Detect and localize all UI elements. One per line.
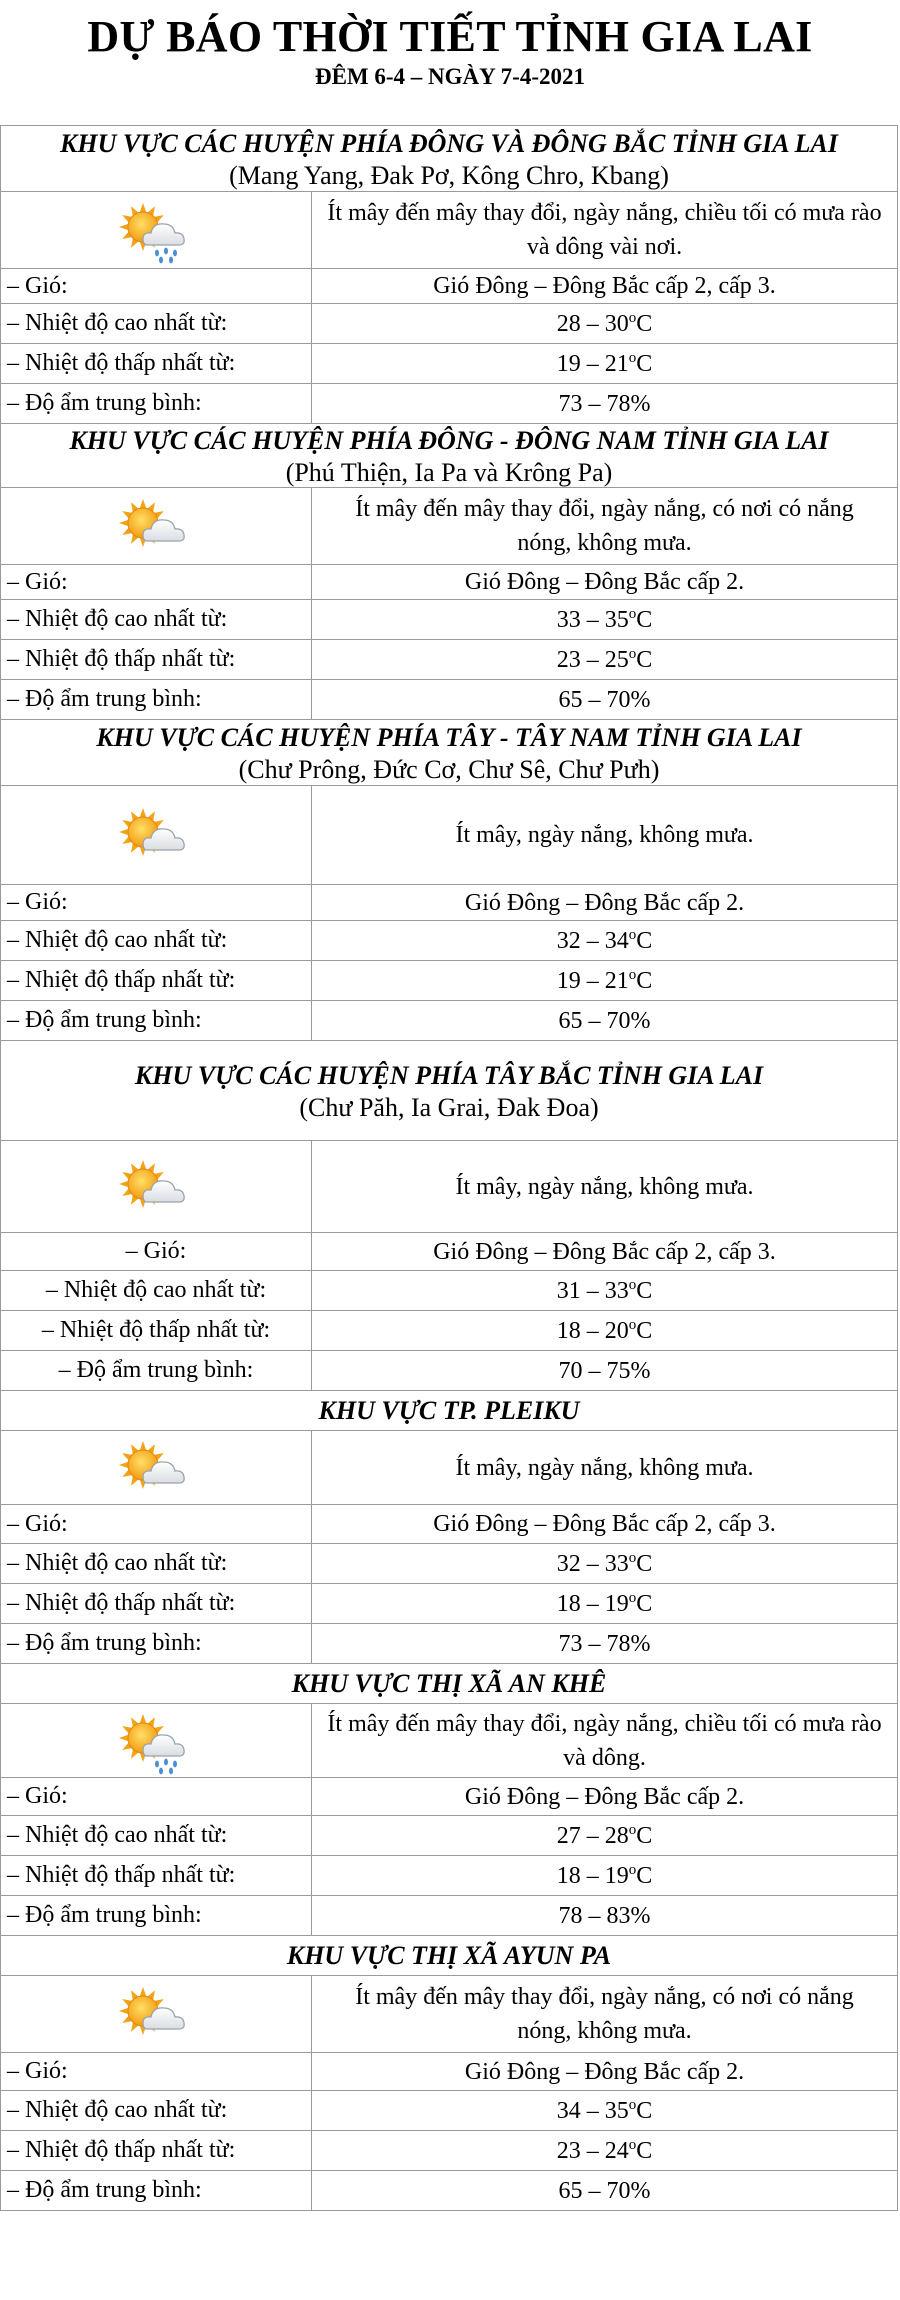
celsius-unit: C — [636, 2137, 653, 2164]
average-humidity-label-cell — [0, 1001, 312, 1041]
max-temperature-value — [557, 924, 653, 958]
min-temperature-row — [0, 2131, 898, 2171]
wind-value-cell — [312, 1505, 898, 1544]
min-temperature-label: – Nhiệt độ thấp nhất từ: — [7, 1590, 236, 1616]
sun-cloud-icon — [113, 1431, 199, 1505]
average-humidity-row — [0, 2171, 898, 2211]
max-temperature-label: – Nhiệt độ cao nhất từ: — [7, 310, 228, 336]
forecast-table — [0, 125, 898, 2211]
region-name: KHU VỰC THỊ XÃ AN KHÊ — [291, 1669, 607, 1698]
max-temperature-row — [0, 2091, 898, 2131]
min-temperature-value — [557, 1314, 653, 1348]
min-temperature-label: – Nhiệt độ thấp nhất từ: — [41, 1317, 271, 1343]
weather-icon-cell — [0, 786, 312, 885]
max-temperature-range: 32 – 34 — [556, 927, 629, 954]
average-humidity-range: 65 – 70% — [558, 1007, 651, 1034]
wind-label-cell — [0, 1778, 312, 1816]
wind-row — [0, 885, 898, 921]
region-section — [0, 1664, 898, 1936]
max-temperature-value-cell — [312, 921, 898, 961]
average-humidity-range: 70 – 75% — [558, 1357, 651, 1384]
wind-range: Gió Đông – Đông Bắc cấp 2. — [464, 569, 745, 595]
region-section — [0, 126, 898, 424]
wind-range: Gió Đông – Đông Bắc cấp 2, cấp 3. — [433, 273, 776, 299]
min-temperature-range: 19 – 21 — [556, 967, 629, 994]
min-temperature-value — [557, 2134, 653, 2168]
region-header — [0, 126, 898, 192]
wind-value — [433, 269, 776, 303]
degree-symbol: o — [628, 605, 637, 622]
degree-symbol: o — [628, 1276, 637, 1293]
degree-symbol: o — [628, 309, 637, 326]
min-temperature-value — [557, 643, 653, 677]
max-temperature-value — [557, 2094, 653, 2128]
wind-row — [0, 269, 898, 304]
weather-row — [0, 1704, 898, 1778]
celsius-unit: C — [636, 646, 653, 673]
average-humidity-value — [559, 683, 651, 717]
max-temperature-value — [557, 1547, 653, 1581]
min-temperature-row — [0, 1584, 898, 1624]
weather-icon-cell — [0, 1704, 312, 1778]
wind-range: Gió Đông – Đông Bắc cấp 2. — [464, 889, 745, 916]
max-temperature-label: – Nhiệt độ cao nhất từ: — [7, 606, 228, 632]
wind-label: – Gió: — [7, 272, 68, 299]
max-temperature-range: 34 – 35 — [556, 2097, 629, 2124]
min-temperature-value-cell — [312, 1311, 898, 1351]
average-humidity-value-cell — [312, 384, 898, 424]
weather-row — [0, 192, 898, 269]
region-name: KHU VỰC CÁC HUYỆN PHÍA TÂY - TÂY NAM TỈNH GIA LAI — [96, 722, 802, 752]
weather-row — [0, 488, 898, 565]
average-humidity-range: 65 – 70% — [558, 2177, 651, 2204]
min-temperature-label-cell — [0, 1856, 312, 1896]
average-humidity-label-cell — [0, 680, 312, 720]
average-humidity-row — [0, 384, 898, 424]
average-humidity-value — [559, 1354, 651, 1388]
average-humidity-row — [0, 1001, 898, 1041]
max-temperature-label-cell — [0, 921, 312, 961]
celsius-unit: C — [636, 606, 653, 633]
sun-cloud-icon — [113, 798, 199, 872]
max-temperature-range: 27 – 28 — [556, 1822, 629, 1849]
min-temperature-value-cell — [312, 640, 898, 680]
min-temperature-row — [0, 344, 898, 384]
wind-value — [433, 1235, 776, 1269]
max-temperature-label-cell — [0, 600, 312, 640]
wind-row — [0, 565, 898, 600]
max-temperature-value-cell — [312, 2091, 898, 2131]
wind-label-cell — [0, 2053, 312, 2091]
weather-description-cell — [312, 1704, 898, 1778]
min-temperature-label: – Nhiệt độ thấp nhất từ: — [7, 967, 236, 993]
weather-description: Ít mây, ngày nắng, không mưa. — [455, 1454, 754, 1481]
wind-value-cell — [312, 2053, 898, 2091]
wind-row — [0, 1778, 898, 1816]
min-temperature-label: – Nhiệt độ thấp nhất từ: — [7, 1862, 236, 1888]
min-temperature-range: 23 – 24 — [556, 2137, 629, 2164]
weather-description-cell — [312, 786, 898, 885]
average-humidity-value-cell — [312, 680, 898, 720]
average-humidity-value — [559, 387, 651, 421]
weather-description-cell — [312, 192, 898, 269]
celsius-unit: C — [636, 310, 653, 337]
min-temperature-range: 19 – 21 — [556, 350, 629, 377]
degree-symbol: o — [628, 2136, 637, 2153]
wind-row — [0, 2053, 898, 2091]
average-humidity-row — [0, 1624, 898, 1664]
region-districts: (Mang Yang, Đak Pơ, Kông Chro, Kbang) — [229, 160, 669, 190]
min-temperature-row — [0, 1311, 898, 1351]
average-humidity-label: – Độ ẩm trung bình: — [7, 390, 202, 416]
degree-symbol: o — [628, 645, 637, 662]
celsius-unit: C — [636, 1277, 653, 1304]
min-temperature-label: – Nhiệt độ thấp nhất từ: — [7, 350, 236, 376]
max-temperature-row — [0, 304, 898, 344]
average-humidity-label-cell — [0, 1896, 312, 1936]
celsius-unit: C — [636, 1862, 653, 1889]
max-temperature-value — [557, 1274, 653, 1308]
max-temperature-value — [557, 1819, 653, 1853]
weather-description-cell — [312, 1976, 898, 2053]
weather-icon-cell — [0, 1431, 312, 1505]
max-temperature-label: – Nhiệt độ cao nhất từ: — [45, 1277, 267, 1303]
min-temperature-value — [557, 964, 653, 998]
celsius-unit: C — [636, 927, 653, 954]
degree-symbol: o — [628, 1821, 637, 1838]
weather-description-cell — [312, 488, 898, 565]
average-humidity-row — [0, 1351, 898, 1391]
weather-row — [0, 1431, 898, 1505]
weather-description-cell — [312, 1141, 898, 1233]
min-temperature-label-cell — [0, 344, 312, 384]
min-temperature-label-cell — [0, 961, 312, 1001]
max-temperature-range: 28 – 30 — [556, 310, 629, 337]
average-humidity-range: 78 – 83% — [558, 1902, 651, 1929]
wind-label: – Gió: — [7, 1510, 68, 1537]
min-temperature-row — [0, 1856, 898, 1896]
average-humidity-label-cell — [0, 1351, 312, 1391]
max-temperature-label: – Nhiệt độ cao nhất từ: — [7, 1550, 228, 1576]
wind-value — [465, 1780, 744, 1814]
average-humidity-label-cell — [0, 1624, 312, 1664]
celsius-unit: C — [636, 350, 653, 377]
max-temperature-value — [557, 307, 653, 341]
min-temperature-label: – Nhiệt độ thấp nhất từ: — [7, 646, 236, 672]
weather-icon-cell — [0, 488, 312, 565]
average-humidity-value — [559, 1899, 651, 1933]
wind-label: – Gió: — [7, 568, 68, 595]
degree-symbol: o — [628, 1549, 637, 1566]
region-header — [0, 1041, 898, 1141]
min-temperature-label-cell — [0, 1311, 312, 1351]
celsius-unit: C — [636, 1590, 653, 1617]
celsius-unit: C — [636, 967, 653, 994]
region-name: KHU VỰC CÁC HUYỆN PHÍA ĐÔNG - ĐÔNG NAM TỈNH GIA LAI — [69, 425, 829, 455]
region-districts: (Phú Thiện, Ia Pa và Krông Pa) — [285, 457, 613, 487]
min-temperature-value — [557, 347, 653, 381]
region-section — [0, 1936, 898, 2211]
max-temperature-value — [557, 603, 653, 637]
wind-value — [465, 2055, 744, 2089]
average-humidity-label-cell — [0, 2171, 312, 2211]
wind-label: – Gió: — [125, 1238, 187, 1264]
region-header — [0, 424, 898, 488]
wind-range: Gió Đông – Đông Bắc cấp 2, cấp 3. — [433, 1511, 776, 1537]
celsius-unit: C — [636, 2097, 653, 2124]
weather-description: Ít mây đến mây thay đổi, ngày nắng, chiều tối có mưa rào và dông. — [327, 1710, 882, 1771]
max-temperature-value-cell — [312, 1544, 898, 1584]
region-header — [0, 1936, 898, 1976]
wind-range: Gió Đông – Đông Bắc cấp 2. — [464, 2058, 745, 2085]
max-temperature-value-cell — [312, 1816, 898, 1856]
max-temperature-label-cell — [0, 304, 312, 344]
min-temperature-label-cell — [0, 2131, 312, 2171]
average-humidity-label-cell — [0, 384, 312, 424]
region-header — [0, 1664, 898, 1704]
wind-range: Gió Đông – Đông Bắc cấp 2, cấp 3. — [433, 1238, 776, 1265]
average-humidity-label: – Độ ẩm trung bình: — [58, 1357, 254, 1383]
degree-symbol: o — [628, 966, 637, 983]
min-temperature-range: 18 – 19 — [556, 1590, 629, 1617]
max-temperature-label: – Nhiệt độ cao nhất từ: — [7, 2097, 228, 2123]
page-title: DỰ BÁO THỜI TIẾT TỈNH GIA LAI — [87, 12, 813, 61]
region-name: KHU VỰC TP. PLEIKU — [318, 1396, 580, 1425]
min-temperature-value — [557, 1859, 653, 1893]
average-humidity-row — [0, 680, 898, 720]
wind-label: – Gió: — [7, 2058, 68, 2084]
region-name: KHU VỰC CÁC HUYỆN PHÍA TÂY BẮC TỈNH GIA LAI — [134, 1060, 764, 1090]
region-section — [0, 1391, 898, 1664]
celsius-unit: C — [636, 1550, 653, 1577]
sun-cloud-icon — [113, 1977, 199, 2051]
weather-description: Ít mây, ngày nắng, không mưa. — [455, 822, 754, 848]
min-temperature-range: 18 – 20 — [556, 1317, 629, 1344]
average-humidity-value-cell — [312, 2171, 898, 2211]
average-humidity-value-cell — [312, 1624, 898, 1664]
max-temperature-row — [0, 1271, 898, 1311]
celsius-unit: C — [636, 1822, 653, 1849]
region-name: KHU VỰC THỊ XÃ AYUN PA — [286, 1941, 612, 1970]
region-section — [0, 424, 898, 720]
wind-range: Gió Đông – Đông Bắc cấp 2. — [464, 1783, 745, 1810]
max-temperature-value-cell — [312, 600, 898, 640]
wind-value-cell — [312, 565, 898, 600]
celsius-unit: C — [636, 1317, 653, 1344]
region-name: KHU VỰC CÁC HUYỆN PHÍA ĐÔNG VÀ ĐÔNG BẮC TỈNH GIA LAI — [60, 128, 838, 158]
wind-value — [433, 1507, 776, 1541]
weather-row — [0, 1141, 898, 1233]
wind-row — [0, 1233, 898, 1271]
average-humidity-value — [559, 1004, 651, 1038]
min-temperature-value-cell — [312, 1856, 898, 1896]
wind-label-cell — [0, 1505, 312, 1544]
wind-label-cell — [0, 565, 312, 600]
max-temperature-row — [0, 1544, 898, 1584]
weather-icon-cell — [0, 192, 312, 269]
degree-symbol: o — [628, 1861, 637, 1878]
average-humidity-label: – Độ ẩm trung bình: — [7, 1630, 202, 1656]
min-temperature-range: 18 – 19 — [556, 1862, 629, 1889]
region-districts: (Chư Păh, Ia Grai, Đak Đoa) — [299, 1092, 599, 1122]
wind-row — [0, 1505, 898, 1544]
average-humidity-value — [559, 1627, 651, 1661]
min-temperature-range: 23 – 25 — [556, 646, 629, 673]
min-temperature-value-cell — [312, 1584, 898, 1624]
average-humidity-value — [559, 2174, 651, 2208]
weather-description: Ít mây, ngày nắng, không mưa. — [455, 1173, 754, 1200]
region-header — [0, 720, 898, 786]
region-section — [0, 720, 898, 1041]
max-temperature-label-cell — [0, 2091, 312, 2131]
min-temperature-label: – Nhiệt độ thấp nhất từ: — [7, 2137, 236, 2163]
min-temperature-value-cell — [312, 961, 898, 1001]
wind-label-cell — [0, 885, 312, 921]
max-temperature-row — [0, 921, 898, 961]
degree-symbol: o — [628, 2096, 637, 2113]
min-temperature-row — [0, 961, 898, 1001]
average-humidity-range: 73 – 78% — [558, 1630, 651, 1657]
wind-value — [465, 886, 744, 920]
average-humidity-value-cell — [312, 1001, 898, 1041]
max-temperature-row — [0, 600, 898, 640]
max-temperature-label-cell — [0, 1816, 312, 1856]
region-districts: (Chư Prông, Đức Cơ, Chư Sê, Chư Pưh) — [238, 754, 660, 784]
sun-cloud-rain-icon — [113, 1704, 199, 1778]
max-temperature-label-cell — [0, 1544, 312, 1584]
sun-cloud-icon — [113, 489, 199, 563]
degree-symbol: o — [628, 1589, 637, 1606]
max-temperature-range: 33 – 35 — [556, 606, 629, 633]
degree-symbol: o — [628, 1316, 637, 1333]
wind-label-cell — [0, 269, 312, 304]
weather-icon-cell — [0, 1141, 312, 1233]
max-temperature-value-cell — [312, 1271, 898, 1311]
degree-symbol: o — [628, 349, 637, 366]
min-temperature-label-cell — [0, 1584, 312, 1624]
weather-description: Ít mây đến mây thay đổi, ngày nắng, có nơi có nắng nóng, không mưa. — [355, 1984, 854, 2044]
average-humidity-value-cell — [312, 1351, 898, 1391]
wind-value-cell — [312, 885, 898, 921]
max-temperature-label-cell — [0, 1271, 312, 1311]
wind-label: – Gió: — [7, 1783, 68, 1809]
wind-value — [465, 565, 744, 599]
weather-description-cell — [312, 1431, 898, 1505]
min-temperature-label-cell — [0, 640, 312, 680]
min-temperature-value-cell — [312, 2131, 898, 2171]
weather-row — [0, 1976, 898, 2053]
region-section — [0, 1041, 898, 1391]
average-humidity-label: – Độ ẩm trung bình: — [7, 1007, 202, 1033]
average-humidity-label: – Độ ẩm trung bình: — [7, 686, 202, 712]
average-humidity-label: – Độ ẩm trung bình: — [7, 1902, 202, 1928]
weather-description: Ít mây đến mây thay đổi, ngày nắng, chiều tối có mưa rào và dông vài nơi. — [327, 200, 882, 260]
wind-label-cell — [0, 1233, 312, 1271]
max-temperature-value-cell — [312, 304, 898, 344]
min-temperature-value-cell — [312, 344, 898, 384]
min-temperature-row — [0, 640, 898, 680]
wind-value-cell — [312, 269, 898, 304]
wind-value-cell — [312, 1233, 898, 1271]
average-humidity-value-cell — [312, 1896, 898, 1936]
min-temperature-value — [557, 1587, 653, 1621]
weather-description: Ít mây đến mây thay đổi, ngày nắng, có nơi có nắng nóng, không mưa. — [355, 496, 854, 556]
sun-cloud-rain-icon — [113, 193, 199, 267]
wind-value-cell — [312, 1778, 898, 1816]
max-temperature-range: 32 – 33 — [556, 1550, 629, 1577]
weather-row — [0, 786, 898, 885]
region-header — [0, 1391, 898, 1431]
weather-icon-cell — [0, 1976, 312, 2053]
wind-label: – Gió: — [7, 889, 68, 915]
page-subtitle: ĐÊM 6-4 – NGÀY 7-4-2021 — [314, 64, 585, 89]
max-temperature-row — [0, 1816, 898, 1856]
max-temperature-range: 31 – 33 — [556, 1277, 629, 1304]
average-humidity-range: 65 – 70% — [558, 686, 651, 713]
average-humidity-label: – Độ ẩm trung bình: — [7, 2177, 202, 2203]
average-humidity-row — [0, 1896, 898, 1936]
sun-cloud-icon — [113, 1150, 199, 1224]
max-temperature-label: – Nhiệt độ cao nhất từ: — [7, 1822, 228, 1848]
average-humidity-range: 73 – 78% — [558, 390, 651, 417]
max-temperature-label: – Nhiệt độ cao nhất từ: — [7, 927, 228, 953]
degree-symbol: o — [628, 926, 637, 943]
